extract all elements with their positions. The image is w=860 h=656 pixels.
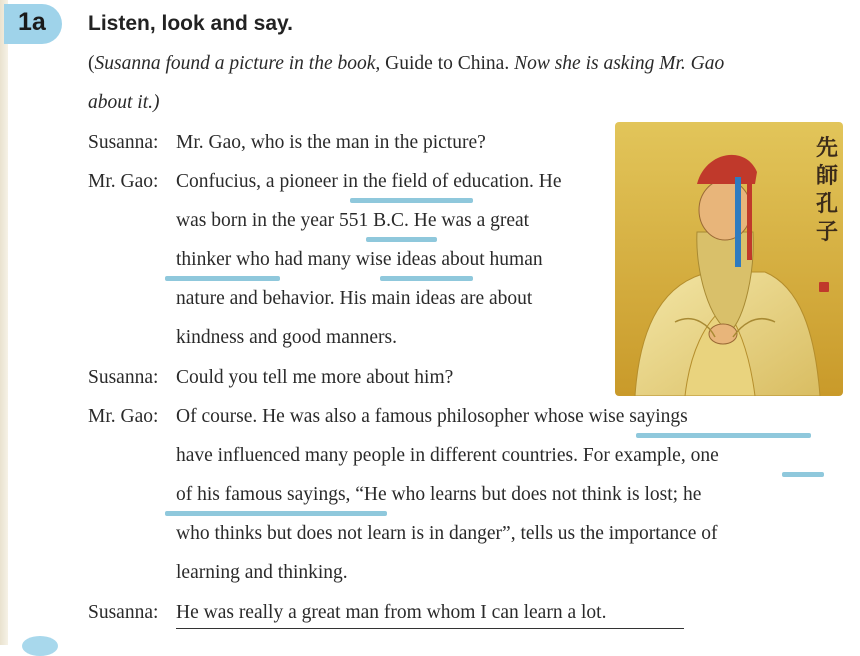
dialogue-line: of his famous sayings, “He who learns but does not think is lost; he xyxy=(176,484,702,505)
confucius-illustration xyxy=(615,122,843,396)
highlight-bar xyxy=(380,276,473,281)
highlight-bar xyxy=(366,237,437,242)
dialogue-line: learning and thinking. xyxy=(176,562,348,583)
intro-italic-b: Now she is asking Mr. Gao xyxy=(514,53,725,74)
dialogue-line: thinker who had many wise ideas about human xyxy=(176,249,543,270)
intro-italic-a: Susanna found a picture in the book, xyxy=(94,53,381,74)
highlight-bar xyxy=(165,276,280,281)
calligraphy-char: 師 xyxy=(816,163,839,189)
dialogue-line: have influenced many people in different countries. For example, one xyxy=(176,445,719,466)
exercise-number: 1a xyxy=(18,8,46,36)
intro-line-1 xyxy=(88,52,724,76)
intro-line-2: about it.) xyxy=(88,92,160,113)
calligraphy-char: 孔 xyxy=(816,191,839,217)
dialogue-line: nature and behavior. His main ideas are about xyxy=(176,288,533,309)
highlight-bar xyxy=(350,198,473,203)
dialogue-line: kindness and good manners. xyxy=(176,327,397,348)
calligraphy-char: 子 xyxy=(816,219,839,245)
highlight-bar xyxy=(782,472,824,477)
dialogue-line: Confucius, a pioneer in the field of education. He xyxy=(176,171,562,192)
intro-book-title: Guide to China. xyxy=(380,53,515,74)
intro-paren: ( xyxy=(88,53,95,74)
dialogue-line: Mr. Gao, who is the man in the picture? xyxy=(176,132,486,153)
dialogue-line: He was really a great man from whom I can learn a lot. xyxy=(176,602,607,623)
exercise-heading: Listen, look and say. xyxy=(88,12,293,35)
red-seal-stamp xyxy=(819,282,829,292)
dialogue-line: Of course. He was also a famous philosopher whose wise sayings xyxy=(176,406,688,427)
dialogue-line: was born in the year 551 B.C. He was a great xyxy=(176,210,530,231)
dialogue-line: Could you tell me more about him? xyxy=(176,367,454,388)
speaker-mr-gao: Mr. Gao: xyxy=(88,171,159,192)
page-binding-edge xyxy=(0,0,8,645)
next-badge-partial xyxy=(22,636,58,656)
confucius-picture xyxy=(615,122,843,396)
speaker-susanna: Susanna: xyxy=(88,367,159,388)
highlight-bar xyxy=(636,433,811,438)
exercise-badge xyxy=(4,4,62,44)
highlight-bar xyxy=(165,511,387,516)
speaker-mr-gao: Mr. Gao: xyxy=(88,406,159,427)
speaker-susanna: Susanna: xyxy=(88,132,159,153)
speaker-susanna: Susanna: xyxy=(88,602,159,623)
underline-rule xyxy=(176,628,684,629)
calligraphy-char: 先 xyxy=(816,135,839,161)
confucius-calligraphy xyxy=(816,134,838,246)
dialogue-line: who thinks but does not learn is in danger”, tells us the importance of xyxy=(176,523,718,544)
